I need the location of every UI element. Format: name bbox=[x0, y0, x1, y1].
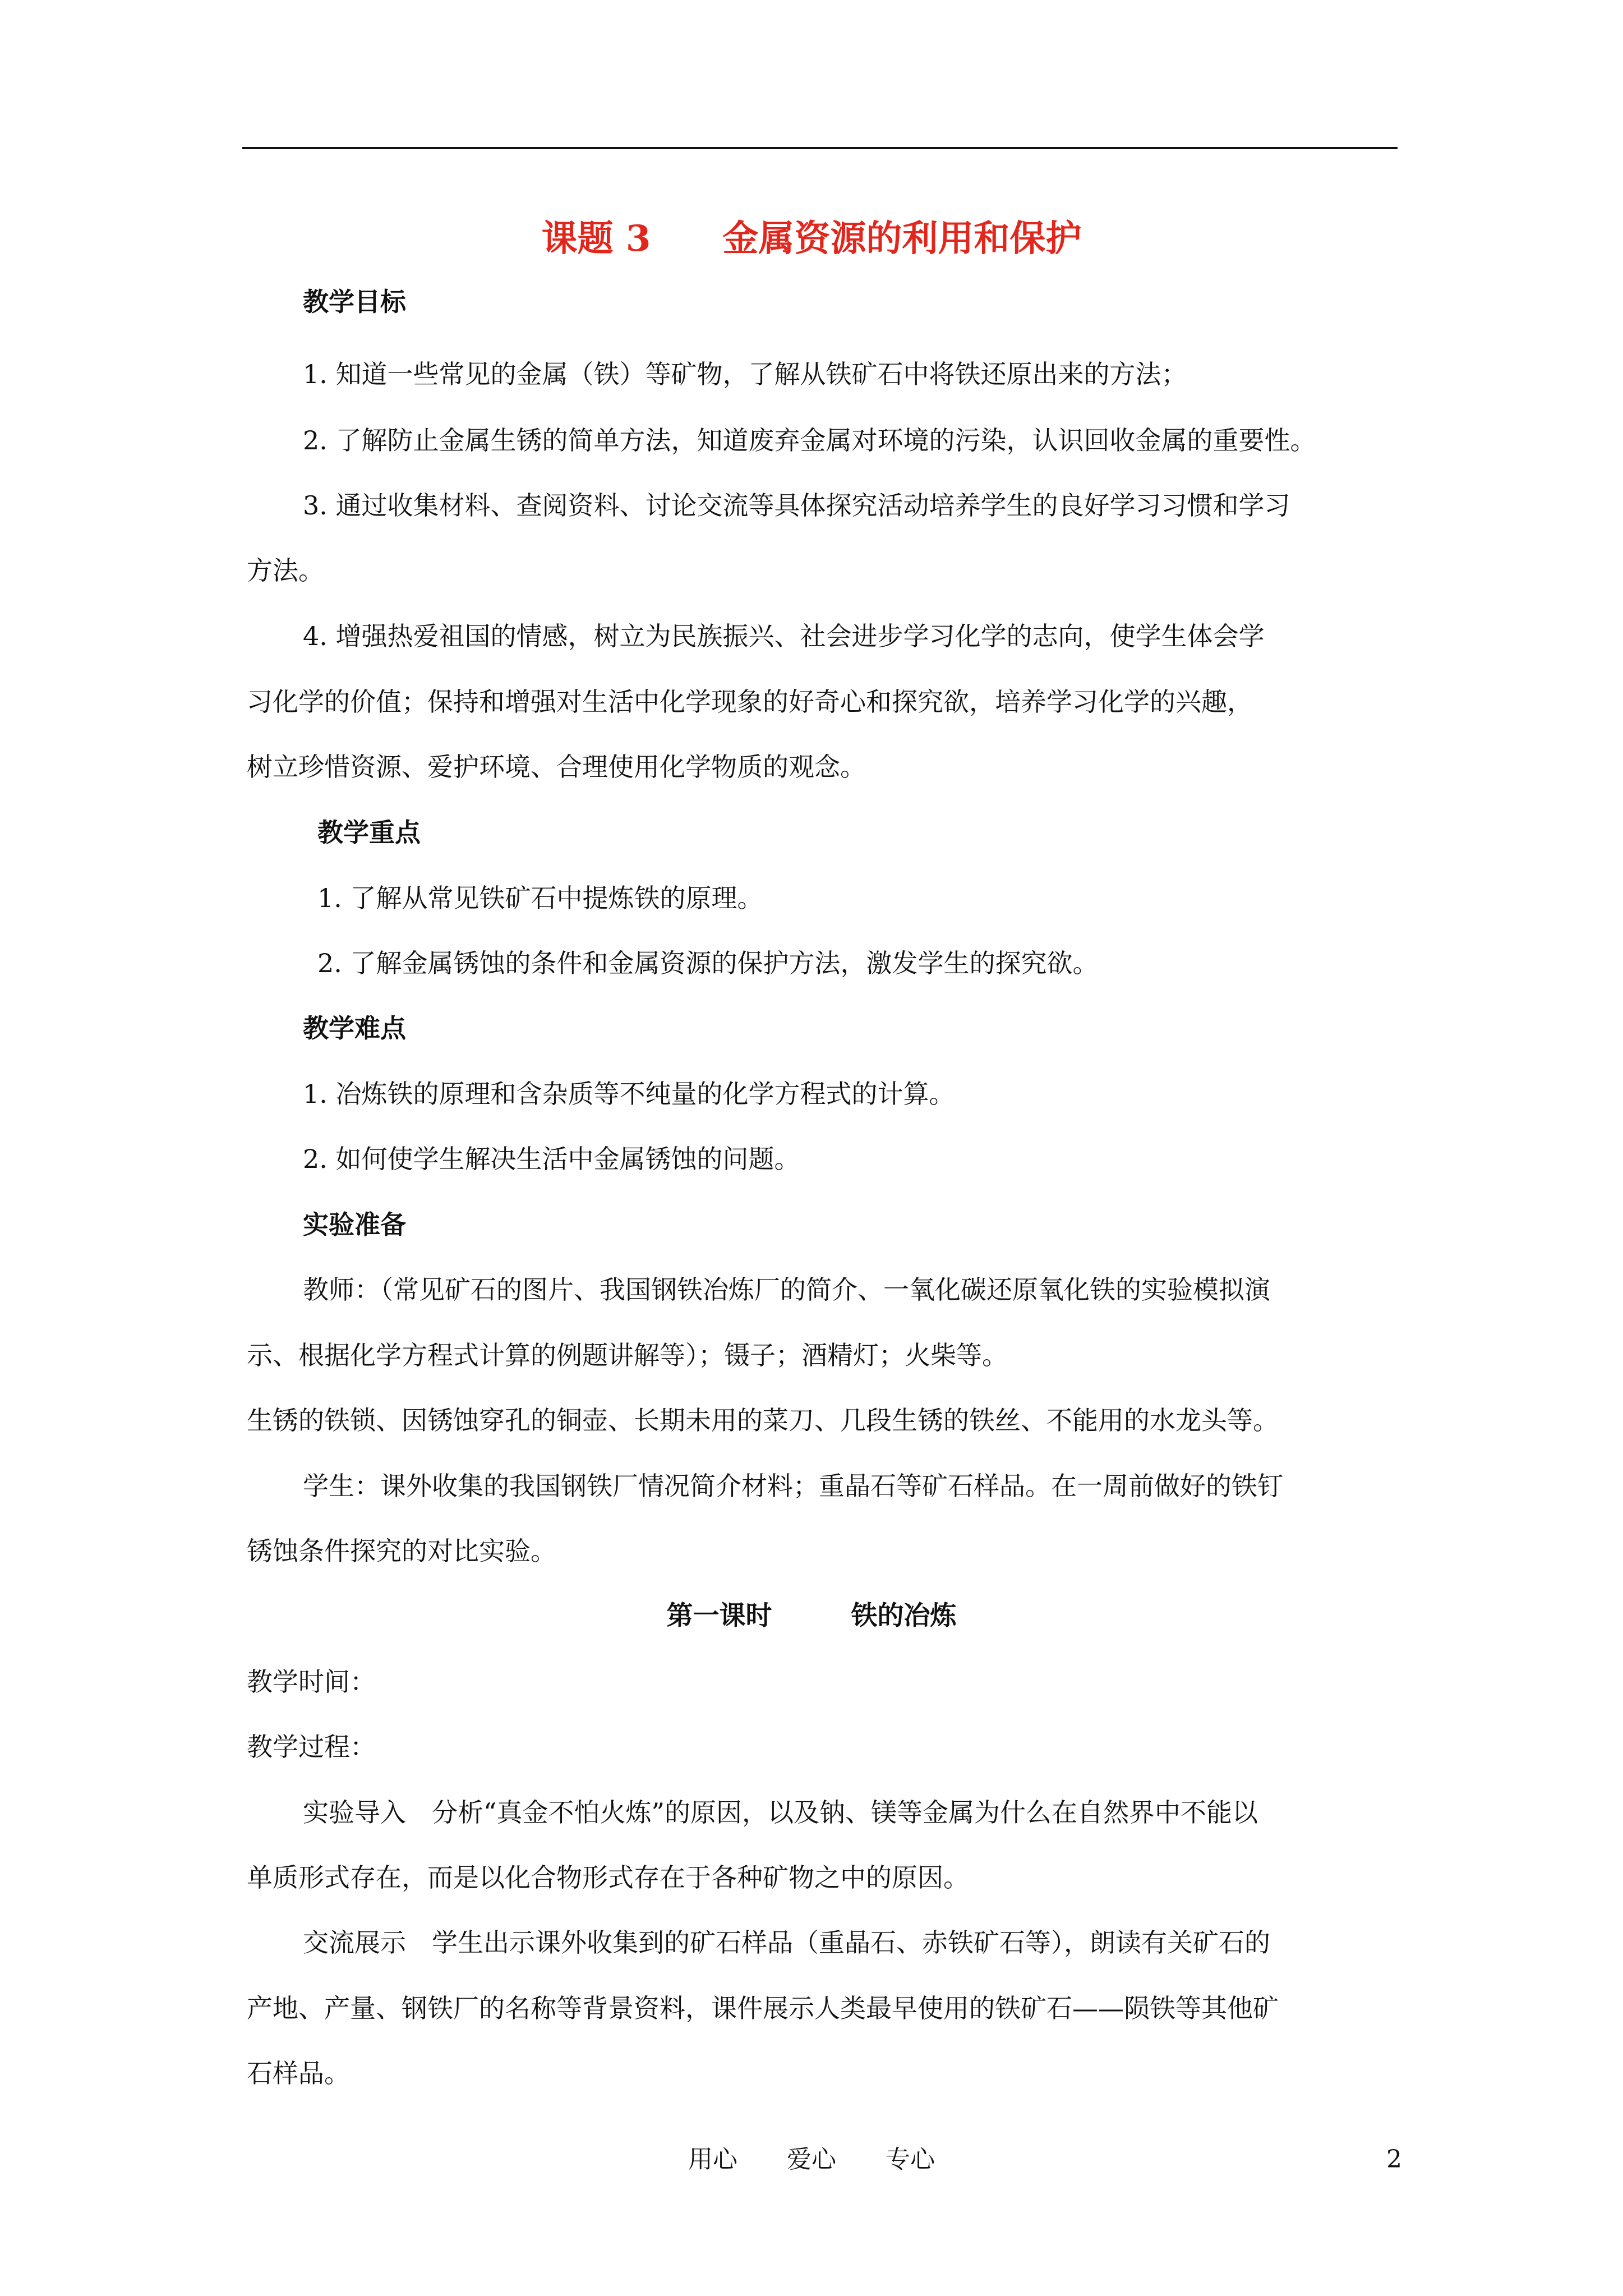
preparation-line: 锈蚀条件探究的对比实验。 bbox=[247, 1536, 556, 1566]
lesson-line: 石样品。 bbox=[247, 2058, 350, 2088]
key-point-line: 1. 了解从常见铁矿石中提炼铁的原理。 bbox=[317, 883, 763, 913]
lesson-title: 第一课时 铁的冶炼 bbox=[666, 1600, 957, 1631]
key-points-heading: 教学重点 bbox=[317, 817, 421, 848]
lesson-line: 单质形式存在，而是以化合物形式存在于各种矿物之中的原因。 bbox=[247, 1862, 969, 1893]
difficulties-heading: 教学难点 bbox=[303, 1013, 406, 1043]
objective-line: 树立珍惜资源、爱护环境、合理使用化学物质的观念。 bbox=[247, 752, 866, 782]
teaching-process-label: 教学过程： bbox=[247, 1732, 376, 1762]
difficulty-line: 2. 如何使学生解决生活中金属锈蚀的问题。 bbox=[303, 1144, 800, 1174]
objective-line: 4. 增强热爱祖国的情感，树立为民族振兴、社会进步学习化学的志向，使学生体会学 bbox=[303, 621, 1265, 651]
teaching-time-label: 教学时间： bbox=[247, 1667, 376, 1697]
preparation-line: 示、根据化学方程式计算的例题讲解等）；镊子；酒精灯；火柴等。 bbox=[247, 1340, 1008, 1370]
objective-line: 3. 通过收集材料、查阅资料、讨论交流等具体探究活动培养学生的良好学习习惯和学习 bbox=[303, 490, 1290, 521]
objectives-heading: 教学目标 bbox=[303, 287, 406, 317]
objective-line: 1. 知道一些常见的金属（铁）等矿物，了解从铁矿石中将铁还原出来的方法； bbox=[303, 359, 1187, 389]
preparation-line: 教师：（常见矿石的图片、我国钢铁冶炼厂的简介、一氧化碳还原氧化铁的实验模拟演 bbox=[303, 1274, 1270, 1305]
objective-line: 方法。 bbox=[247, 555, 324, 586]
lesson-line: 产地、产量、钢铁厂的名称等背景资料，课件展示人类最早使用的铁矿石——陨铁等其他矿 bbox=[247, 1993, 1279, 2023]
key-point-line: 2. 了解金属锈蚀的条件和金属资源的保护方法，激发学生的探究欲。 bbox=[317, 948, 1099, 978]
document-title: 课题 3 金属资源的利用和保护 bbox=[541, 218, 1082, 260]
page-number: 2 bbox=[1386, 2145, 1402, 2174]
lesson-line: 实验导入 分析“真金不怕火炼”的原因，以及钠、镁等金属为什么在自然界中不能以 bbox=[303, 1797, 1258, 1828]
preparation-line: 生锈的铁锁、因锈蚀穿孔的铜壶、长期未用的菜刀、几段生锈的铁丝、不能用的水龙头等。 bbox=[247, 1405, 1279, 1435]
objective-line: 习化学的价值；保持和增强对生活中化学现象的好奇心和探究欲，培养学习化学的兴趣， bbox=[247, 687, 1253, 717]
difficulty-line: 1. 冶炼铁的原理和含杂质等不纯量的化学方程式的计算。 bbox=[303, 1079, 955, 1109]
preparation-heading: 实验准备 bbox=[303, 1209, 406, 1240]
objective-line: 2. 了解防止金属生锈的简单方法，知道废弃金属对环境的污染，认识回收金属的重要性。 bbox=[303, 425, 1316, 455]
preparation-line: 学生：课外收集的我国钢铁厂情况简介材料；重晶石等矿石样品。在一周前做好的铁钉 bbox=[303, 1471, 1283, 1501]
footer-motto: 用心 爱心 专心 bbox=[688, 2145, 935, 2174]
lesson-line: 交流展示 学生出示课外收集到的矿石样品（重晶石、赤铁矿石等），朗读有关矿石的 bbox=[303, 1927, 1270, 1958]
header-rule bbox=[242, 147, 1398, 149]
